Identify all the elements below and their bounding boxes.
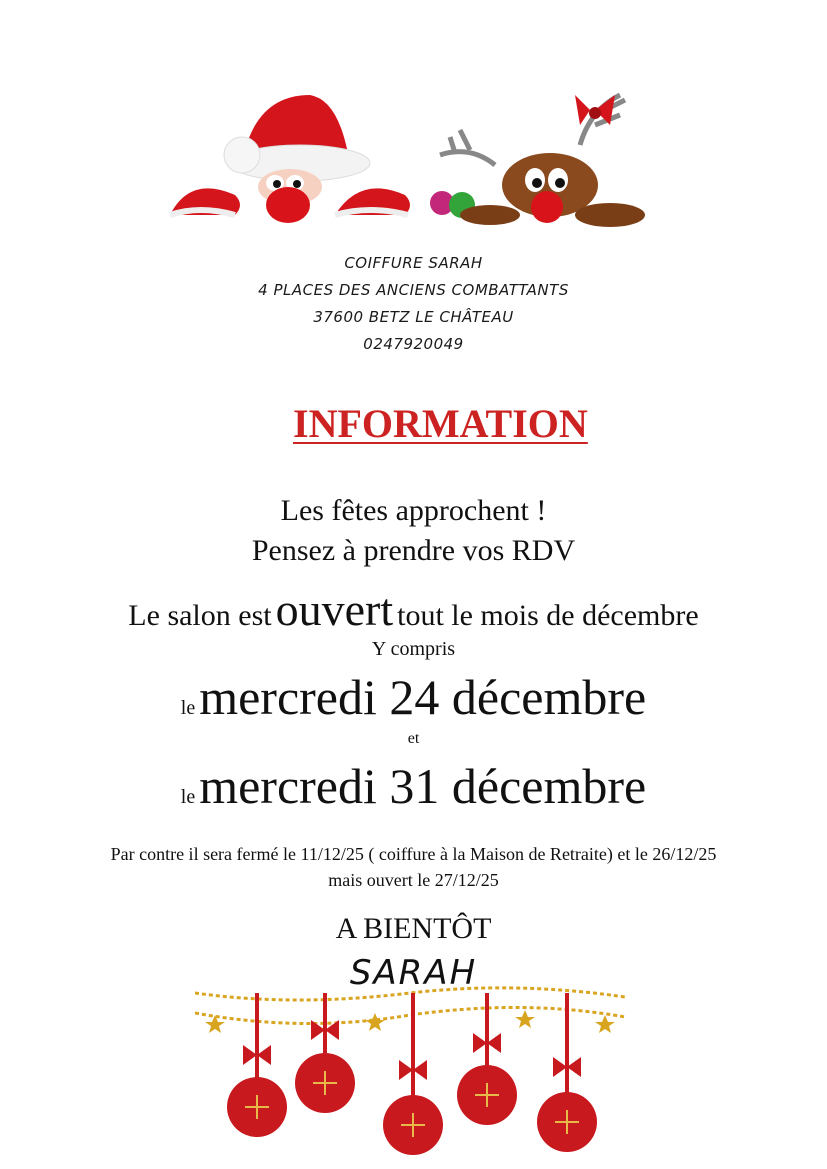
date-1-prefix: le <box>180 697 196 719</box>
salon-phone: 0247920049 <box>363 335 464 353</box>
date-1: mercredi 24 décembre <box>199 669 647 725</box>
date-2: mercredi 31 décembre <box>199 758 647 814</box>
date-2-prefix: le <box>180 786 196 808</box>
closed-notice: Par contre il sera fermé le 11/12/25 ( coiffure à la Maison de Retraite) et le 26/12/25 <box>110 844 717 864</box>
open-word: ouvert <box>275 584 394 635</box>
date-line-2 <box>0 757 827 815</box>
salon-name: COIFFURE SARAH <box>344 254 483 272</box>
open-suffix: tout le mois de décembre <box>397 599 699 632</box>
open-prefix: Le salon est <box>128 599 272 632</box>
salon-street: 4 PLACES DES ANCIENS COMBATTANTS <box>258 281 569 299</box>
including-text: Y compris <box>371 638 456 660</box>
appointment-line: Pensez à prendre vos RDV <box>251 534 576 567</box>
farewell-text: A BIENTÔT <box>335 912 492 945</box>
reopen-notice: mais ouvert le 27/12/25 <box>328 870 499 890</box>
signature: SARAH <box>349 953 478 993</box>
page-heading: INFORMATION <box>293 401 588 446</box>
santa-reindeer-illustration <box>150 55 670 245</box>
open-line <box>0 583 827 636</box>
salon-city: 37600 BETZ LE CHÂTEAU <box>313 308 514 326</box>
holiday-line: Les fêtes approchent ! <box>280 494 547 527</box>
date-line-1 <box>0 668 827 726</box>
and-text: et <box>407 730 420 747</box>
christmas-ornaments-illustration <box>195 985 625 1165</box>
